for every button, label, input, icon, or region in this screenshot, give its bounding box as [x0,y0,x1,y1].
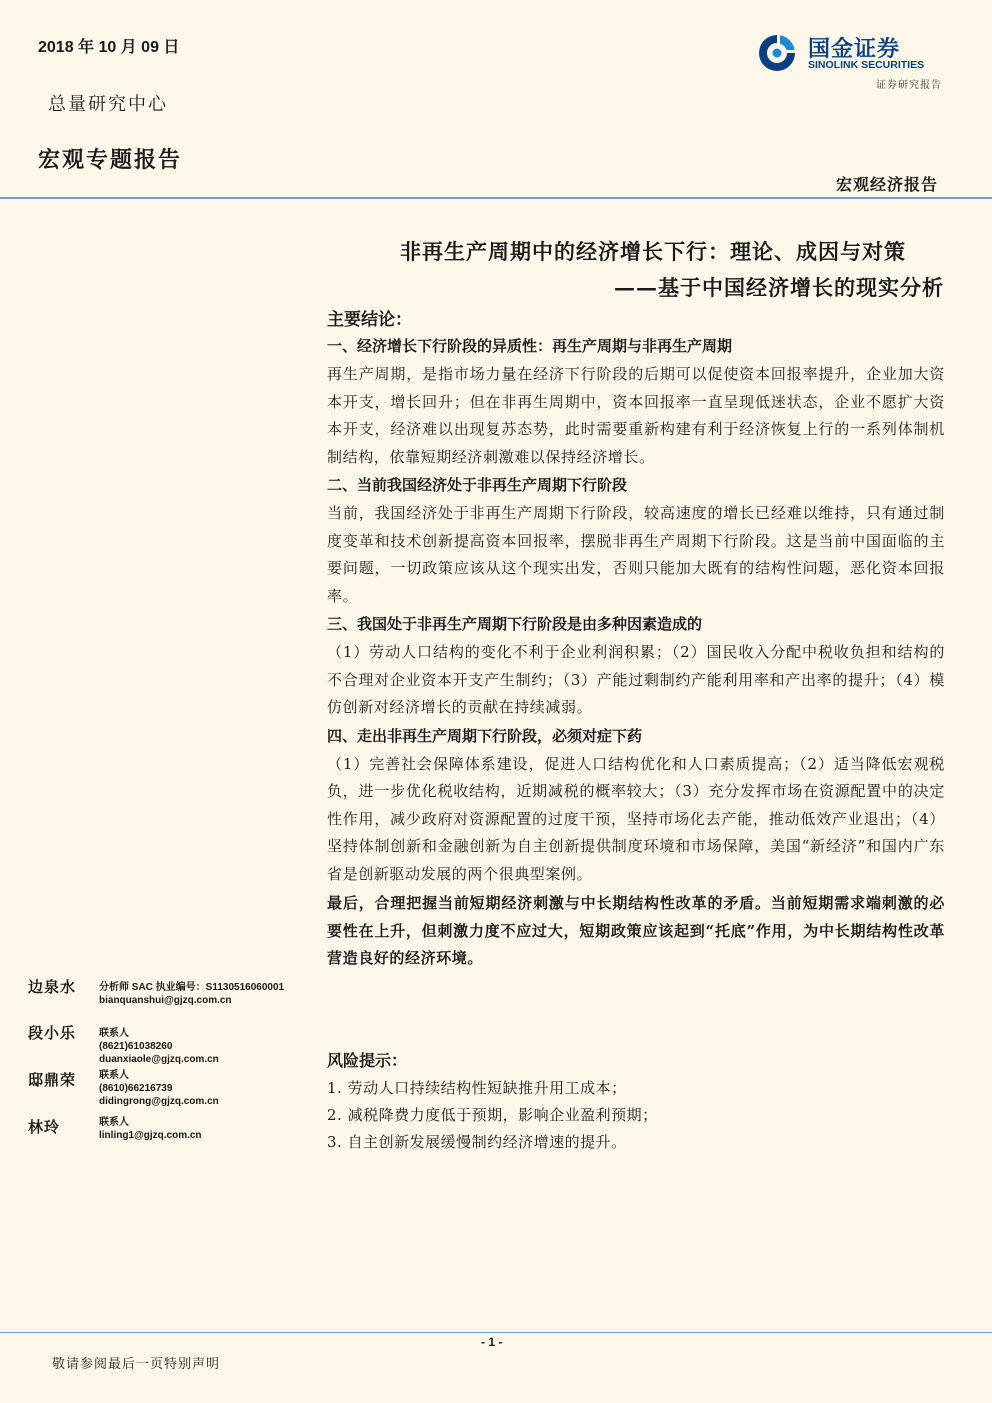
author-entry [28,1022,318,1069]
report-category: 宏观经济报告 [835,175,938,194]
author-list [28,976,318,1146]
author-info [99,1022,318,1066]
report-title: 非再生产周期中的经济增长下行：理论、成因与对策 [400,239,906,264]
risk-item: 1. 劳动人口持续结构性短缺推升用工成本； [327,1079,627,1097]
author-name: 邸鼎荣 [28,1071,77,1089]
risk-item: 2. 减税降费力度低于预期，影响企业盈利预期； [327,1106,658,1124]
conclusions-heading: 主要结论： [327,310,412,330]
risk-item: 3. 自主创新发展缓慢制约经济增速的提升。 [327,1133,627,1151]
author-info [99,976,318,1007]
section-heading: 二、当前我国经济处于非再生产周期下行阶段 [327,476,628,494]
risk-warnings [327,1048,945,1156]
author-entry [28,1116,318,1146]
author-entry [28,1069,318,1116]
brand-subtitle: 证券研究报告 [876,80,942,91]
report-type: 宏观专题报告 [38,147,183,173]
conclusion-paragraph: 最后，合理把握当前短期经济刺激与中长期结构性改革的矛盾。当前短期需求端刺激的必要性在上升，但刺激力度不应过大，短期政策应该起到“托底”作用，为中长期结构性改革营造良好的经济环境。 [327,894,945,967]
report-subtitle: ——基于中国经济增长的现实分析 [614,275,944,300]
section-paragraph: 再生产周期，是指市场力量在经济下行阶段的后期可以促使资本回报率提升，企业加大资本开支，增长回升；但在非再生周期中，资本回报率一直呈现低迷状态，企业不愿扩大资本开支，经济难以出现复苏态势，此时需要重新构建有利于经济恢复上行的一系列体制机制结构，依靠短期经济刺激难以保持经济增长。 [327,365,945,466]
page-number: - 1 - [481,1335,503,1349]
author-info [99,1116,318,1142]
author-name: 边泉水 [28,978,77,996]
author-role: 联系人 [99,1117,129,1128]
author-role: 联系人 [99,1028,129,1039]
section-heading: 四、走出非再生产周期下行阶段，必须对症下药 [327,726,643,745]
section-paragraph: （1）完善社会保障体系建设，促进人口结构优化和人口素质提高；（2）适当降低宏观税负，进一步优化税收结构，近期减税的概率较大；（3）充分发挥市场在资源配置中的决定性作用，减少政府对资源配置的过度干预，坚持市场化去产能，推动低效产业退出；（4）坚持体制创新和金融创新为自主创新提供制度环境和市场保障，美国“新经济”和国内广东省是创新驱动发展的两个很典型案例。 [327,754,945,883]
author-phone: (8621)61038260 [99,1041,173,1052]
section-heading: 一、经济增长下行阶段的异质性：再生产周期与非再生产周期 [327,337,733,355]
sinolink-logo-icon [756,32,798,74]
section-paragraph: （1）劳动人口结构的变化不利于企业利润积累；（2）国民收入分配中税收负担和结构的不合理对企业资本开支产生制约；（3）产能过剩制约产能利用率和产出率的提升；（4）模仿创新对经济增长的贡献在持续减弱。 [327,643,945,716]
author-info [99,1069,318,1108]
brand-logo [756,30,946,74]
brand-name-en: SINOLINK SECURITIES [808,59,925,71]
author-email[interactable]: bianquanshui@gjzq.com.cn [99,995,232,1006]
author-entry [28,976,318,1022]
author-name: 林玲 [28,1118,61,1136]
section-heading: 三、我国处于非再生产周期下行阶段是由多种因素造成的 [327,615,703,633]
author-phone: (8610)66216739 [99,1083,173,1094]
brand-name-cn: 国金证券 [808,36,901,61]
author-role: 联系人 [99,1070,129,1081]
footer-divider [0,1332,992,1333]
author-name: 段小乐 [28,1024,77,1042]
author-email[interactable]: duanxiaole@gjzq.com.cn [99,1054,219,1065]
author-email[interactable]: linling1@gjzq.com.cn [99,1130,202,1141]
main-conclusions [327,308,945,975]
report-date: 2018 年 10 月 09 日 [38,39,180,56]
risk-heading: 风险提示： [327,1051,408,1070]
author-email[interactable]: didingrong@gjzq.com.cn [99,1096,219,1107]
header-divider [0,197,992,199]
section-paragraph: 当前，我国经济处于非再生产周期下行阶段，较高速度的增长已经难以维持，只有通过制度变革和技术创新提高资本回报率，摆脱非再生产周期下行阶段。这是当前中国面临的主要问题，一切政策应该从这个现实出发，否则只能加大既有的结构性问题，恶化资本回报率。 [327,504,945,605]
department-name: 总量研究中心 [48,94,168,115]
author-credential: 分析师 SAC 执业编号：S1130516060001 [99,982,285,993]
disclaimer-note: 敬请参阅最后一页特别声明 [52,1357,221,1372]
